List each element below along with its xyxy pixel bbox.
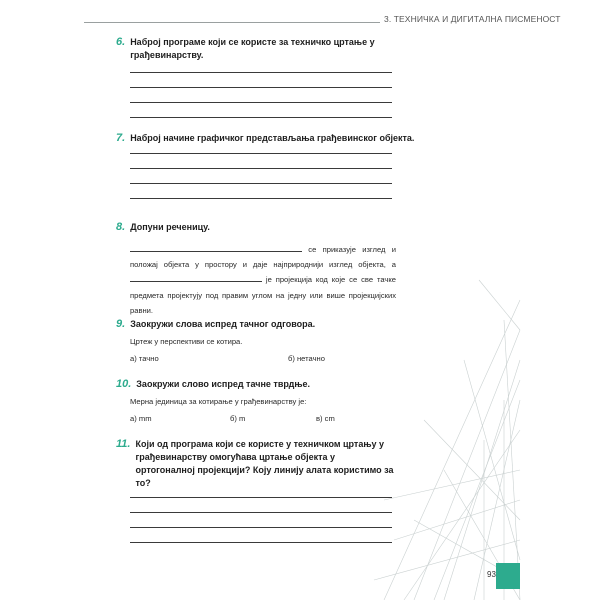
workbook-page <box>84 0 561 600</box>
question-number: 9. <box>116 318 126 330</box>
question-number: 10. <box>116 378 132 390</box>
answer-options <box>130 414 410 426</box>
answer-line[interactable] <box>130 527 392 528</box>
paragraph-text: се приказује изглед и положај објекта у простору и даје најприроднији изглед објекта, <box>130 245 396 270</box>
question-text: Заокружи слова испред тачног одговора. <box>130 319 316 329</box>
question-number: 7. <box>116 132 126 144</box>
answer-line[interactable] <box>130 102 392 103</box>
answer-line[interactable] <box>130 117 392 118</box>
question-number: 8. <box>116 221 126 233</box>
answer-line[interactable] <box>130 512 392 513</box>
question-text: Допуни реченицу. <box>130 222 210 232</box>
question-6 <box>116 36 446 132</box>
paragraph-text: је пројекција код које се све тачке предмета пројектују под правим углом на једну или више пројекцијских равни. <box>130 275 396 315</box>
answer-line[interactable] <box>130 198 392 199</box>
question-text: Наброј начине графичког представљања грађевинског објекта. <box>130 133 415 143</box>
answer-lines <box>130 153 446 199</box>
question-text: Наброј програме који се користе за техничко цртање у грађевинарству. <box>130 37 375 60</box>
question-9 <box>116 318 446 366</box>
header-rule <box>84 22 380 23</box>
question-statement: Мерна јединица за котирање у грађевинарству је: <box>130 397 307 406</box>
answer-line[interactable] <box>130 72 392 73</box>
question-statement: Цртеж у перспективи се котира. <box>130 337 243 346</box>
answer-lines <box>130 497 446 543</box>
fill-in-blank[interactable] <box>130 273 262 282</box>
fill-in-blank[interactable] <box>130 243 302 252</box>
paragraph-prefix: а <box>391 260 396 270</box>
option-a[interactable]: а) тачно <box>130 354 159 363</box>
question-11 <box>116 438 446 557</box>
option-a[interactable]: а) mm <box>130 414 152 423</box>
section-header: 3. ТЕХНИЧКА И ДИГИТАЛНА ПИСМЕНОСТ <box>384 14 561 24</box>
option-b[interactable]: б) m <box>230 414 246 423</box>
answer-line[interactable] <box>130 542 392 543</box>
page-number-tab <box>496 563 520 589</box>
option-c[interactable]: в) cm <box>316 414 335 423</box>
answer-line[interactable] <box>130 183 392 184</box>
option-b[interactable]: б) нетачно <box>288 354 325 363</box>
answer-options <box>130 354 410 366</box>
page-number: 93 <box>487 570 496 579</box>
answer-line[interactable] <box>130 153 392 154</box>
answer-line[interactable] <box>130 497 392 498</box>
question-10 <box>116 378 446 426</box>
question-number: 11. <box>116 438 131 450</box>
fill-in-paragraph <box>130 242 396 318</box>
question-text: Заокружи слово испред тачне тврдње. <box>136 379 310 389</box>
question-7 <box>116 132 446 213</box>
question-number: 6. <box>116 36 126 48</box>
question-text: Који од програма који се користе у техничком цртању у грађевинарству омогућава цртање објекта у ортогоналној пројекцији? Коју линију алата користимо за то? <box>135 439 394 488</box>
answer-line[interactable] <box>130 87 392 88</box>
answer-lines <box>130 72 446 118</box>
answer-line[interactable] <box>130 168 392 169</box>
question-8 <box>116 221 446 318</box>
